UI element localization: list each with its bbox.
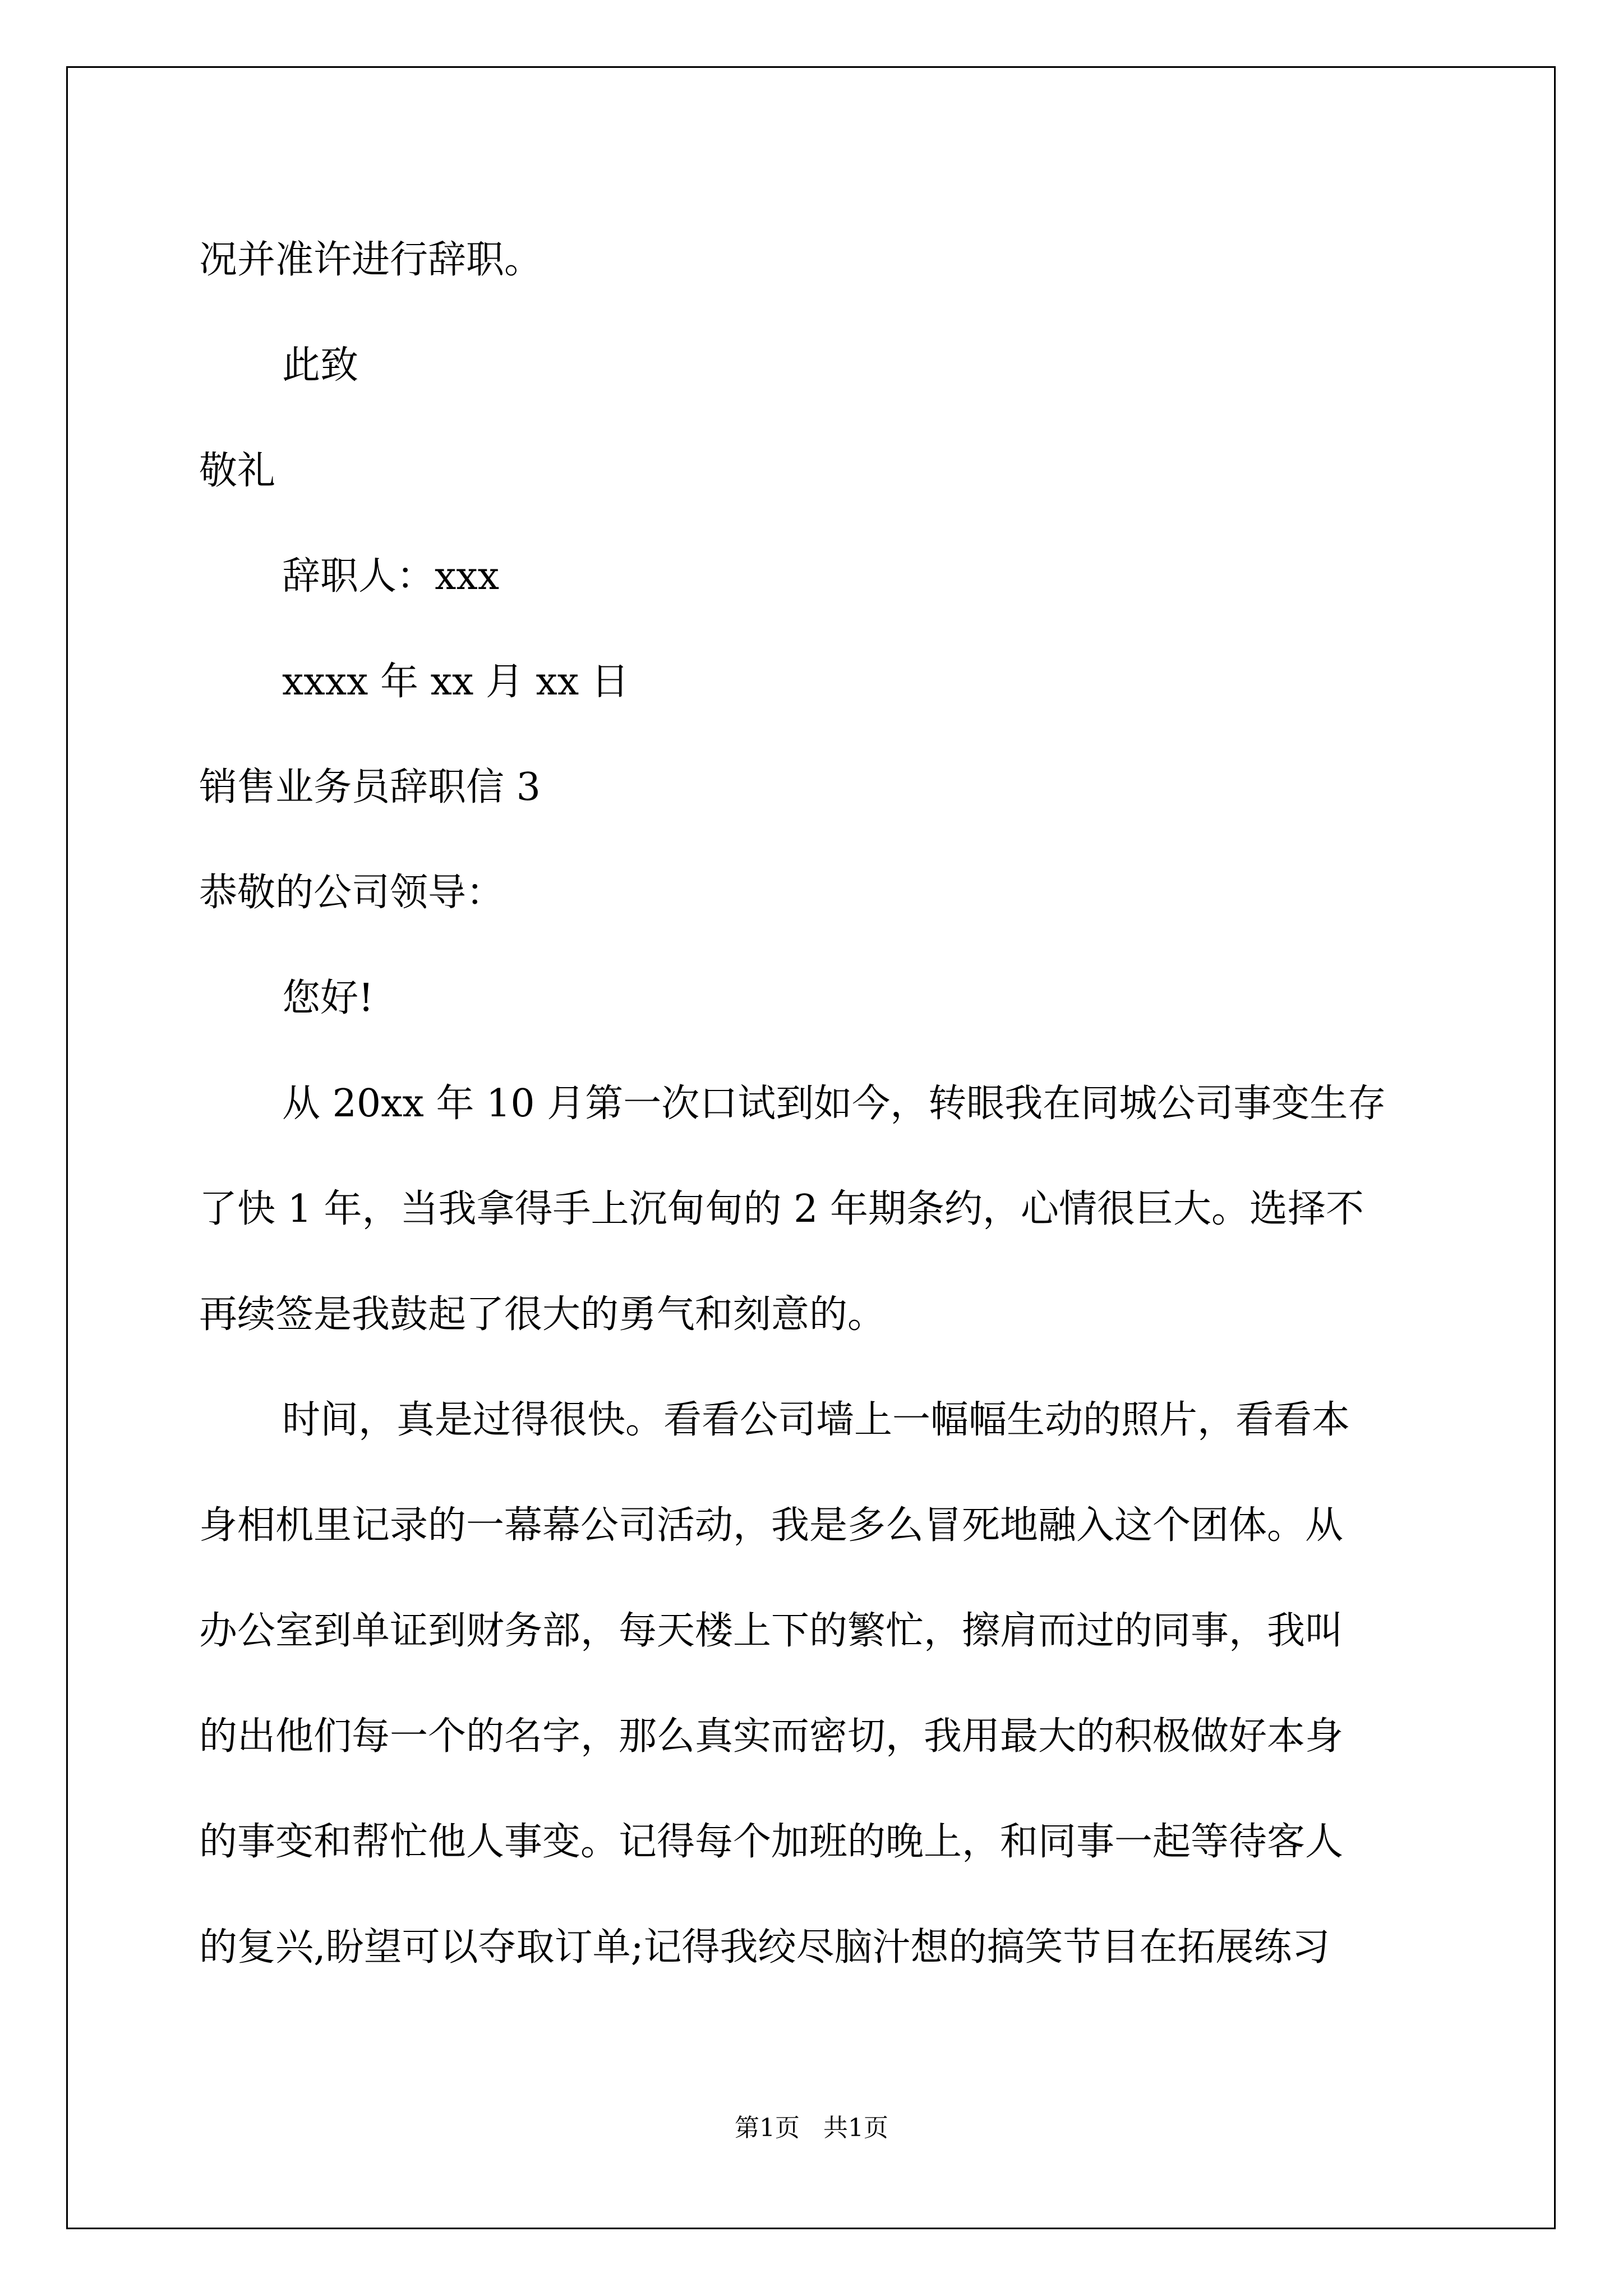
- text-line: 时间，真是过得很快。看看公司墙上一幅幅生动的照片，看看本: [282, 1398, 1350, 1442]
- text-line: 办公室到单证到财务部，每天楼上下的繁忙，擦肩而过的同事，我叫: [199, 1609, 1344, 1653]
- document-body: [199, 208, 1433, 2000]
- text-line: 的出他们每一个的名字，那么真实而密切，我用最大的积极做好本身: [199, 1714, 1344, 1759]
- text-line: 辞职人：xxx: [282, 554, 500, 599]
- text-line: 况并准许进行辞职。: [199, 238, 543, 282]
- greeting: 您好!: [282, 976, 374, 1020]
- salutation: 恭敬的公司领导：: [199, 871, 505, 915]
- section-title: 销售业务员辞职信 3: [199, 765, 541, 809]
- text-line: 身相机里记录的一幕幕公司活动，我是多么冒死地融入这个团体。从: [199, 1503, 1344, 1548]
- text-line: xxxx 年 xx 月 xx 日: [282, 660, 629, 704]
- text-line: 此致: [282, 343, 359, 388]
- text-line: 从 20xx 年 10 月第一次口试到如今，转眼我在同城公司事变生存: [282, 1082, 1386, 1126]
- text-line: 的事变和帮忙他人事变。记得每个加班的晚上，和同事一起等待客人: [199, 1820, 1344, 1864]
- text-line: 的复兴,盼望可以夺取订单;记得我绞尽脑汁想的搞笑节目在拓展练习: [199, 1925, 1330, 1970]
- text-line: 敬礼: [199, 449, 276, 493]
- text-line: 了快 1 年，当我拿得手上沉甸甸的 2 年期条约，心情很巨大。选择不: [199, 1187, 1364, 1231]
- page-footer: 第1页 共1页: [735, 2114, 888, 2142]
- text-line: 再续签是我鼓起了很大的勇气和刻意的。: [199, 1292, 886, 1337]
